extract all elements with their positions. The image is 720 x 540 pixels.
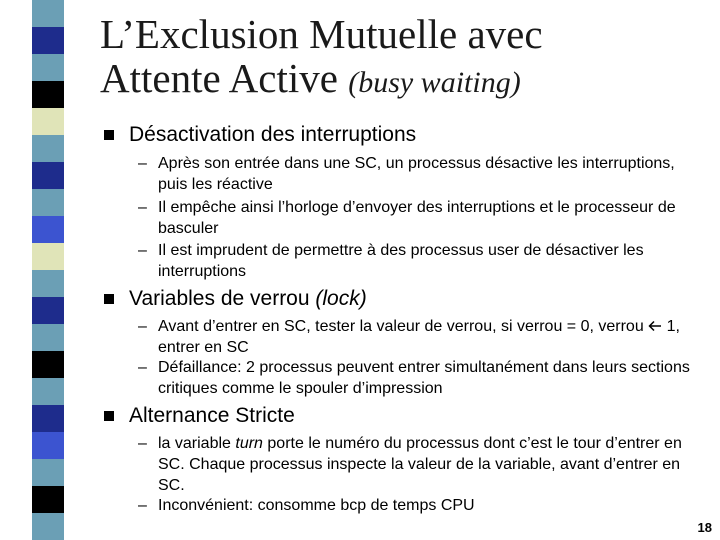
dash-icon: – [138,359,147,376]
decorative-stripe [0,0,64,540]
page-number: 18 [697,520,712,535]
stripe-square [32,270,64,297]
section-3-heading [112,404,295,428]
stripe-square [32,513,64,540]
slide-title [100,12,543,105]
title-line-1: L’Exclusion Mutuelle avec [100,11,543,57]
section-3-item-2 [138,495,698,516]
title-line-2-main: Attente Active [100,55,349,101]
section-2-item-1 [138,316,698,358]
dash-icon: – [138,199,147,216]
section-3-item-1-text [138,433,698,496]
title-line-2-italic: (busy waiting) [348,66,521,99]
stripe-square [32,27,64,54]
section-1-item-1 [138,153,698,195]
stripe-square [32,324,64,351]
square-bullet-icon [104,411,114,421]
section-1-item-3 [138,240,698,282]
square-bullet-icon [104,294,114,304]
stripe-square [32,81,64,108]
stripe-square [32,108,64,135]
square-bullet-icon [104,130,114,140]
stripe-square [32,378,64,405]
stripe-square [32,405,64,432]
section-2-item-1-text-b: 1, entrer en SC [158,318,680,356]
dash-icon: – [138,435,147,452]
section-1-item-2-text: Il empêche ainsi l’horloge d’envoyer des interruptions et le processeur de basculer [158,199,676,237]
stripe-square [32,486,64,513]
section-3-heading-text: Alternance Stricte [129,404,295,427]
stripe-square [32,162,64,189]
section-2-heading-italic: (lock) [315,287,367,310]
stripe-square [32,54,64,81]
stripe-squares [0,0,64,540]
section-2-item-1-text [138,316,698,358]
stripe-square [32,432,64,459]
dash-icon: – [138,242,147,259]
stripe-square [32,189,64,216]
section-2-heading [112,287,367,311]
section-1-heading-text: Désactivation des interruptions [129,123,417,146]
stripe-square [32,216,64,243]
stripe-square [32,459,64,486]
section-1-heading [112,123,416,147]
left-arrow-icon [648,320,662,332]
section-3-item-1-text-a: la variable [158,435,236,452]
dash-icon: – [138,155,147,172]
dash-icon: – [138,497,147,514]
section-3-item-1-text-b: porte le numéro du processus dont c’est le tour d’entrer en SC. Chaque processus inspecte la valeur de la variable, avant d’entrer en SC. [158,435,682,494]
stripe-square [32,135,64,162]
section-2-item-1-text-a: Avant d’entrer en SC, tester la valeur de verrou, si verrou = 0, verrou [158,318,649,335]
section-1-item-3-text: Il est imprudent de permettre à des processus user de désactiver les interruptions [158,242,644,280]
section-3-item-1-italic: turn [235,435,263,452]
stripe-square [32,351,64,378]
section-1-item-2 [138,197,698,239]
stripe-square [32,0,64,27]
dash-icon: – [138,318,147,335]
section-2-item-2-text: Défaillance: 2 processus peuvent entrer simultanément dans leurs sections critiques comme le spouler d’impression [158,359,690,397]
section-3-item-2-text: Inconvénient: consomme bcp de temps CPU [158,497,475,514]
section-3-item-1 [138,433,698,496]
stripe-square [32,297,64,324]
stripe-square [32,243,64,270]
section-2-item-2 [138,357,698,399]
section-2-heading-main: Variables de verrou [129,287,316,310]
section-1-item-1-text: Après son entrée dans une SC, un processus désactive les interruptions, puis les réactive [158,155,675,193]
title-line-2 [100,56,543,105]
